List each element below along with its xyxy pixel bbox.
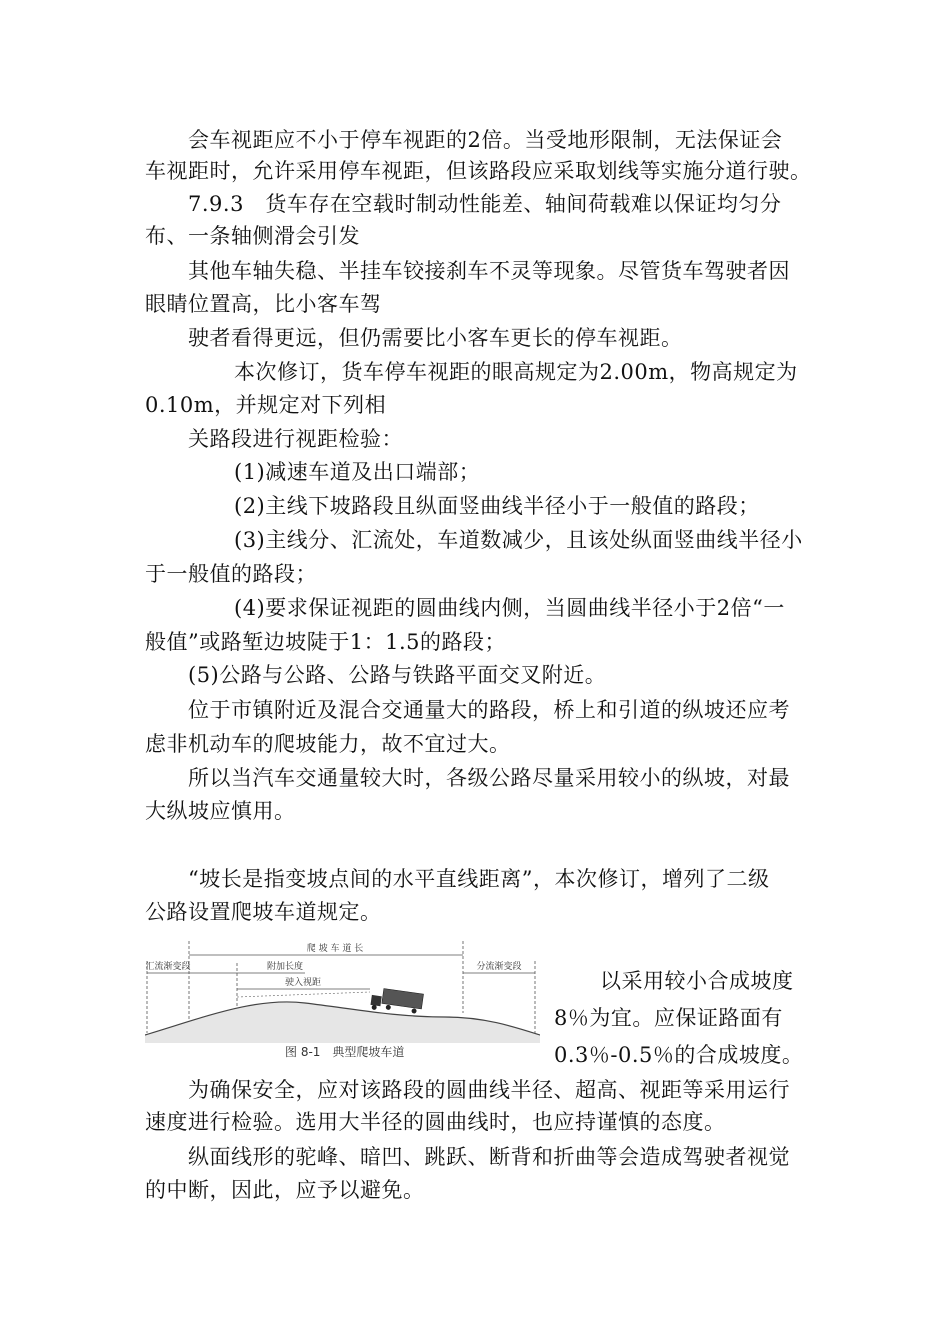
paragraph-line: 车视距时，允许采用停车视距，但该路段应采取划线等实施分道行驶。 xyxy=(145,159,812,183)
figure-caption: 图 8-1 典型爬坡车道 xyxy=(285,1045,405,1059)
paragraph-line: 以采用较小合成坡度 xyxy=(600,969,794,993)
paragraph-line: 关路段进行视距检验： xyxy=(188,427,403,451)
paragraph-line: 布、一条轴侧滑会引发 xyxy=(145,224,360,248)
list-item: (1)减速车道及出口端部； xyxy=(234,460,481,484)
paragraph-line: 眼睛位置高，比小客车驾 xyxy=(145,292,382,316)
paragraph-line: 所以当汽车交通量较大时，各级公路尽量采用较小的纵坡，对最 xyxy=(188,766,790,790)
figure-label-sight: 驶入视距 xyxy=(284,978,322,988)
paragraph-line: 大纵坡应慎用。 xyxy=(145,799,296,823)
list-item-continuation: 于一般值的路段； xyxy=(145,562,317,586)
paragraph-line: 本次修订，货车停车视距的眼高规定为2.00m，物高规定为 xyxy=(234,360,798,384)
paragraph-line: 其他车轴失稳、半挂车铰接刹车不灵等现象。尽管货车驾驶者因 xyxy=(188,259,790,283)
list-item: (4)要求保证视距的圆曲线内侧，当圆曲线半径小于2倍“一 xyxy=(234,596,785,620)
paragraph-line: 速度进行检验。选用大半径的圆曲线时，也应持谨慎的态度。 xyxy=(145,1110,726,1134)
paragraph-line: 的中断，因此，应予以避免。 xyxy=(145,1178,425,1202)
paragraph-line: 纵面线形的驼峰、暗凹、跳跃、断背和折曲等会造成驾驶者视觉 xyxy=(188,1145,790,1169)
paragraph-line: “坡长是指变坡点间的水平直线距离”，本次修订，增列了二级 xyxy=(188,867,770,891)
paragraph-line: 驶者看得更远，但仍需要比小客车更长的停车视距。 xyxy=(188,326,683,350)
list-item-continuation: 般值”或路堑边坡陡于1：1.5的路段； xyxy=(145,630,506,654)
paragraph-line: 会车视距应不小于停车视距的2倍。当受地形限制，无法保证会 xyxy=(188,128,783,152)
list-item: (2)主线下坡路段且纵面竖曲线半径小于一般值的路段； xyxy=(234,494,760,518)
figure-label-total: 爬 坡 车 道 长 xyxy=(306,944,364,954)
paragraph-line: 8％为宜。应保证路面有 xyxy=(554,1006,783,1030)
figure-label-diverge: 分流渐变段 xyxy=(476,962,522,972)
figure-label-extra: 附加长度 xyxy=(266,962,304,972)
list-item: (3)主线分、汇流处，车道数减少，且该处纵面竖曲线半径小 xyxy=(234,528,803,552)
list-item: (5)公路与公路、公路与铁路平面交叉附近。 xyxy=(188,663,607,687)
paragraph-line: 公路设置爬坡车道规定。 xyxy=(145,900,382,924)
paragraph-line: 0.3％-0.5％的合成坡度。 xyxy=(554,1043,804,1067)
paragraph-line: 为确保安全，应对该路段的圆曲线半径、超高、视距等采用运行 xyxy=(188,1078,790,1102)
paragraph-line: 虑非机动车的爬坡能力，故不宜过大。 xyxy=(145,732,511,756)
figure-label-merge: 汇流渐变段 xyxy=(145,962,191,972)
paragraph-line: 位于市镇附近及混合交通量大的路段，桥上和引道的纵坡还应考 xyxy=(188,698,790,722)
paragraph-line: 0.10m，并规定对下列相 xyxy=(145,393,387,417)
paragraph-line: 7.9.3 货车存在空载时制动性能差、轴间荷载难以保证均匀分 xyxy=(188,192,782,216)
